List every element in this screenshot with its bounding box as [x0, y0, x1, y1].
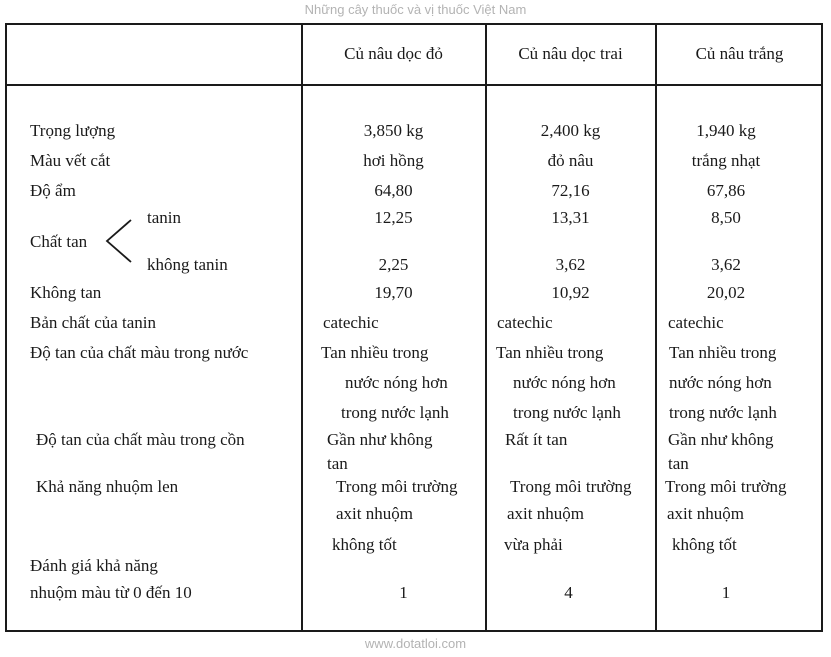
cell-khong-tanin-2: 3,62 — [555, 255, 586, 274]
cell-trong-luong-3: 1,940 kg — [696, 121, 756, 140]
row-label-ban-chat-tanin: Bản chất của tanin — [30, 313, 157, 332]
column-divider-3 — [655, 23, 657, 632]
cell-do-tan-con-1-line2: tan — [327, 454, 348, 473]
cell-do-tan-nuoc-1-line3: trong nước lạnh — [341, 403, 449, 422]
column-header-cu-nau-trang: Củ nâu trắng — [695, 44, 784, 63]
cell-danh-gia-2: 4 — [564, 583, 573, 602]
cell-nhuom-len-3-line1: Trong môi trường — [665, 477, 787, 496]
row-label-do-am: Độ ẩm — [30, 181, 76, 200]
cell-do-tan-nuoc-3-line2: nước nóng hơn — [669, 373, 772, 392]
cell-nhuom-len-1-line2: axit nhuộm — [336, 504, 413, 523]
cell-nhuom-len-2-line1: Trong môi trường — [510, 477, 632, 496]
column-header-cu-nau-doc-trai: Củ nâu dọc trai — [518, 44, 623, 63]
cell-khong-tan-1: 19,70 — [374, 283, 413, 302]
cell-do-am-2: 72,16 — [551, 181, 590, 200]
row-label-chat-tan: Chất tan — [30, 232, 88, 251]
cell-ban-chat-1: catechic — [323, 313, 379, 332]
column-divider-1 — [301, 23, 303, 632]
cell-khong-tan-2: 10,92 — [551, 283, 590, 302]
cell-do-tan-nuoc-2-line2: nước nóng hơn — [513, 373, 616, 392]
row-label-danh-gia-line1: Đánh giá khả năng — [30, 556, 158, 575]
header-rule — [5, 84, 823, 86]
cell-khong-tanin-3: 3,62 — [711, 255, 741, 274]
cell-do-tan-con-2-line1: Rất ít tan — [505, 430, 568, 449]
row-label-do-tan-con: Độ tan của chất màu trong cồn — [36, 430, 245, 449]
cell-nhuom-len-3-line3: không tốt — [672, 535, 737, 554]
running-header: Những cây thuốc và vị thuốc Việt Nam — [304, 2, 527, 17]
cell-nhuom-len-3-line2: axit nhuộm — [667, 504, 744, 523]
row-label-trong-luong: Trọng lượng — [30, 121, 116, 140]
row-label-mau-vet-cat: Màu vết cắt — [30, 151, 111, 170]
cell-ban-chat-3: catechic — [668, 313, 724, 332]
cell-mau-vet-cat-3: trắng nhạt — [691, 151, 761, 170]
column-divider-2 — [485, 23, 487, 632]
cell-nhuom-len-2-line2: axit nhuộm — [507, 504, 584, 523]
cell-do-am-1: 64,80 — [374, 181, 413, 200]
cell-khong-tan-3: 20,02 — [706, 283, 746, 302]
cell-mau-vet-cat-1: hơi hồng — [363, 151, 424, 170]
cell-do-tan-con-3-line2: tan — [668, 454, 689, 473]
cell-do-am-3: 67,86 — [706, 181, 746, 200]
cell-ban-chat-2: catechic — [497, 313, 553, 332]
cell-do-tan-nuoc-3-line1: Tan nhiều trong — [669, 343, 777, 362]
cell-do-tan-nuoc-2-line1: Tan nhiều trong — [496, 343, 604, 362]
row-label-khong-tan: Không tan — [30, 283, 102, 302]
cell-danh-gia-1: 1 — [399, 583, 408, 602]
cell-do-tan-nuoc-3-line3: trong nước lạnh — [669, 403, 777, 422]
cell-do-tan-nuoc-1-line2: nước nóng hơn — [345, 373, 448, 392]
cell-tanin-1: 12,25 — [374, 208, 413, 227]
cell-trong-luong-1: 3,850 kg — [363, 121, 424, 140]
cell-mau-vet-cat-2: đỏ nâu — [547, 151, 594, 170]
cell-danh-gia-3: 1 — [721, 583, 731, 602]
cell-do-tan-nuoc-1-line1: Tan nhiều trong — [321, 343, 429, 362]
row-label-khong-tanin: không tanin — [147, 255, 228, 274]
cell-nhuom-len-1-line3: không tốt — [332, 535, 397, 554]
row-label-kha-nang-nhuom-len: Khả năng nhuộm len — [36, 477, 179, 496]
cell-trong-luong-2: 2,400 kg — [540, 121, 601, 140]
footer-watermark: www.dotatloi.com — [364, 636, 467, 651]
cell-nhuom-len-2-line3: vừa phải — [504, 535, 563, 554]
row-label-tanin: tanin — [147, 208, 181, 227]
brace-icon — [104, 218, 134, 264]
cell-tanin-2: 13,31 — [551, 208, 590, 227]
row-label-danh-gia-line2: nhuộm màu từ 0 đến 10 — [30, 583, 192, 602]
cell-tanin-3: 8,50 — [711, 208, 741, 227]
row-label-do-tan-nuoc: Độ tan của chất màu trong nước — [30, 343, 249, 362]
cell-do-tan-con-1-line1: Gần như không — [327, 430, 433, 449]
cell-nhuom-len-1-line1: Trong môi trường — [336, 477, 458, 496]
cell-do-tan-con-3-line1: Gần như không — [668, 430, 774, 449]
cell-khong-tanin-1: 2,25 — [378, 255, 409, 274]
cell-do-tan-nuoc-2-line3: trong nước lạnh — [513, 403, 621, 422]
column-header-cu-nau-doc-do: Củ nâu dọc đỏ — [344, 44, 443, 63]
